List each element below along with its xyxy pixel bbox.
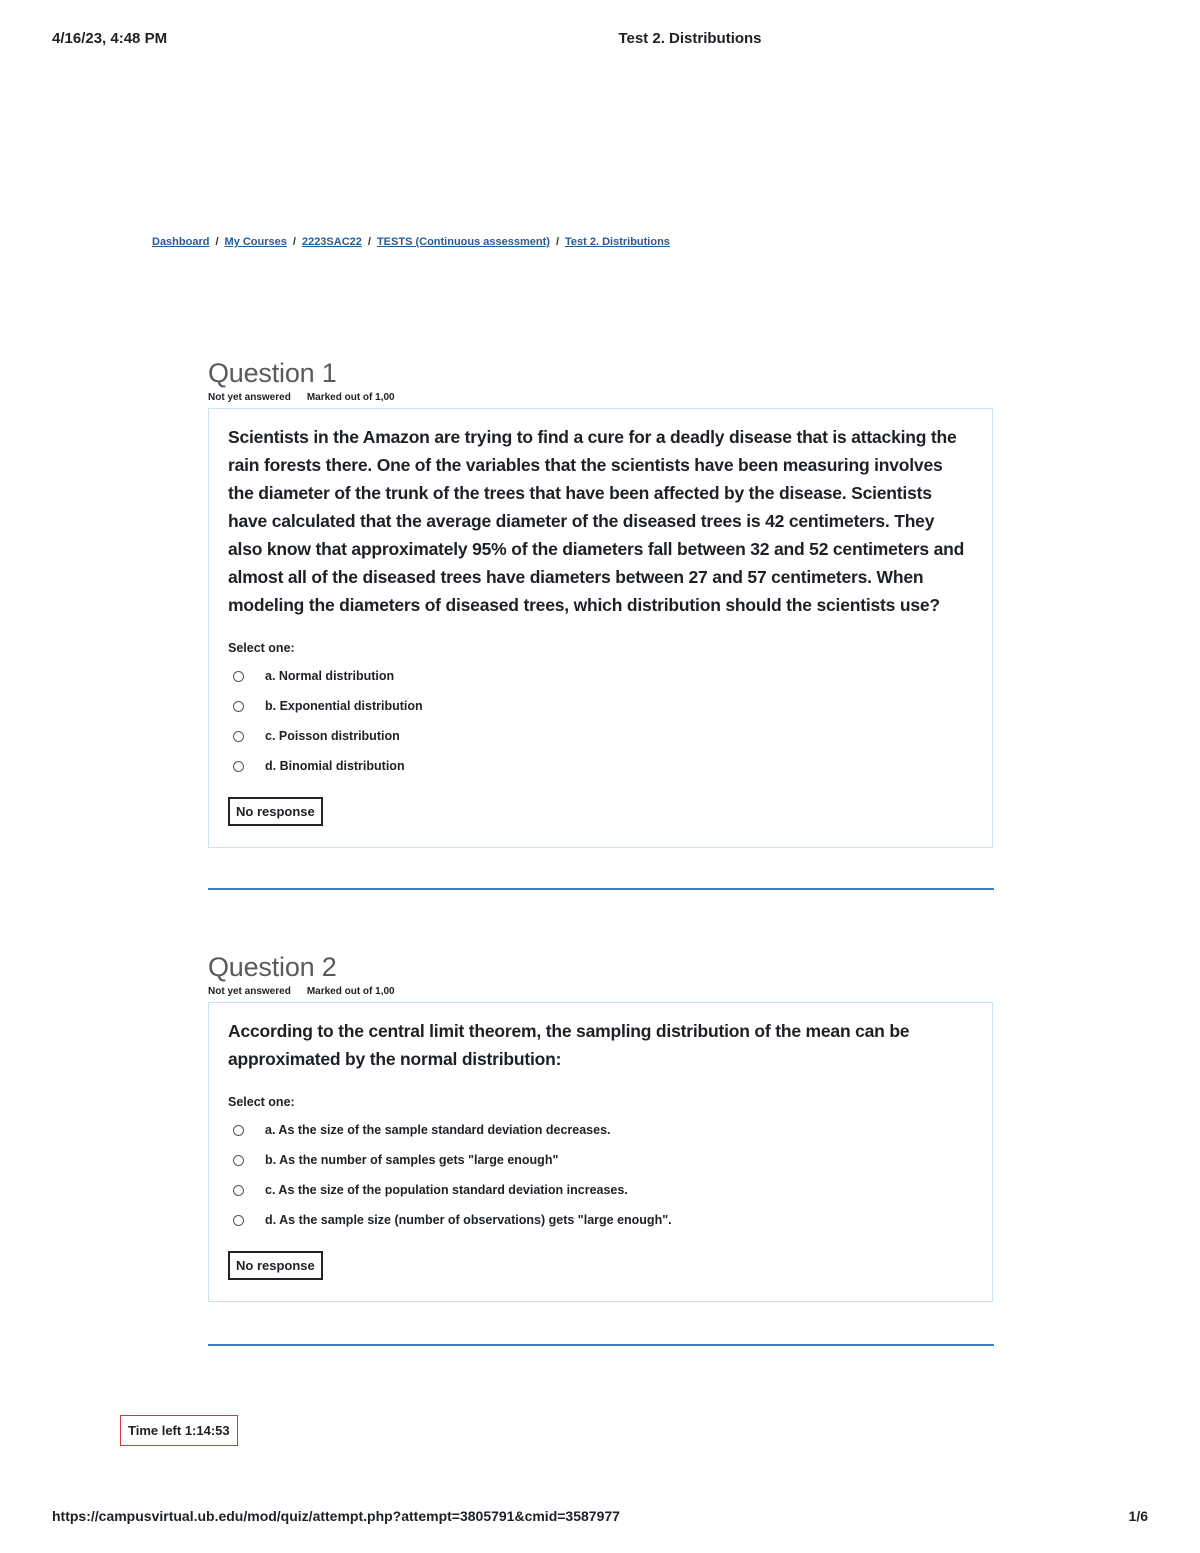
question-divider [208,1344,994,1346]
answer-option-a[interactable] [228,661,972,691]
question-content-box [208,1002,993,1302]
answer-option-c[interactable] [228,721,972,751]
answer-option-d[interactable] [228,1205,972,1235]
breadcrumb-separator: / [555,236,559,248]
option-label: d. Binomial distribution [265,759,405,773]
breadcrumb-separator: / [292,236,296,248]
radio-button[interactable] [233,761,244,772]
question-info [208,392,993,403]
option-label: c. As the size of the population standard deviation increases. [265,1183,628,1197]
radio-button[interactable] [233,701,244,712]
select-one-label: Select one: [228,1095,295,1109]
question-divider [208,888,994,890]
question-status: Not yet answered [208,392,291,403]
select-one-label: Select one: [228,641,295,655]
no-response-button[interactable]: No response [228,797,323,826]
breadcrumb-separator: / [215,236,219,248]
answer-option-d[interactable] [228,751,972,781]
breadcrumb-dashboard-link[interactable]: Dashboard [152,236,210,248]
question-status: Not yet answered [208,986,291,997]
answer-options [228,661,972,781]
question-info [208,986,993,997]
question-1 [208,358,993,848]
question-content-box [208,408,993,848]
question-title: Question 1 [208,358,337,388]
option-label: c. Poisson distribution [265,729,400,743]
breadcrumb [152,236,670,248]
question-marks: Marked out of 1,00 [306,392,395,403]
radio-button[interactable] [233,1155,244,1166]
answer-option-c[interactable] [228,1175,972,1205]
print-page-title: Test 2. Distributions [618,30,762,47]
answer-options [228,1115,972,1235]
radio-button[interactable] [233,731,244,742]
answer-option-a[interactable] [228,1115,972,1145]
option-label: b. As the number of samples gets "large enough" [265,1153,559,1167]
breadcrumb-my-courses-link[interactable]: My Courses [224,236,287,248]
question-text: According to the central limit theorem, the sampling distribution of the mean can be approximated by the normal distribution: [228,1021,910,1069]
radio-button[interactable] [233,1125,244,1136]
print-url: https://campusvirtual.ub.edu/mod/quiz/attempt.php?attempt=3805791&cmid=3587977 [52,1508,620,1524]
radio-button[interactable] [233,1185,244,1196]
question-text: Scientists in the Amazon are trying to find a cure for a deadly disease that is attacking the rain forests there. One of the variables that the scientists have been measuring involves the diameter of the trunk of the trees that have been affected by the disease. Scientists have calculated that the average diameter of the diseased trees is 42 centimeters. They also know that approximately 95% of the diameters fall between 32 and 52 centimeters and almost all of the diseased trees have diameters between 27 and 57 centimeters. When modeling the diameters of diseased trees, which distribution should the scientists use? [228,427,965,615]
option-label: b. Exponential distribution [265,699,423,713]
time-left-timer: Time left 1:14:53 [120,1415,238,1446]
answer-option-b[interactable] [228,1145,972,1175]
question-title: Question 2 [208,952,337,982]
breadcrumb-separator: / [367,236,371,248]
radio-button[interactable] [233,1215,244,1226]
answer-option-b[interactable] [228,691,972,721]
breadcrumb-course-link[interactable]: 2223SAC22 [301,236,362,248]
option-label: a. As the size of the sample standard deviation decreases. [265,1123,611,1137]
breadcrumb-quiz-link[interactable]: Test 2. Distributions [565,236,670,248]
question-2 [208,952,993,1302]
print-page-number: 1/6 [1128,1508,1148,1524]
no-response-button[interactable]: No response [228,1251,323,1280]
print-datetime: 4/16/23, 4:48 PM [52,30,168,47]
question-marks: Marked out of 1,00 [306,986,395,997]
option-label: d. As the sample size (number of observations) gets "large enough". [265,1213,672,1227]
breadcrumb-tests-link[interactable]: TESTS (Continuous assessment) [376,236,550,248]
option-label: a. Normal distribution [265,669,395,683]
radio-button[interactable] [233,671,244,682]
